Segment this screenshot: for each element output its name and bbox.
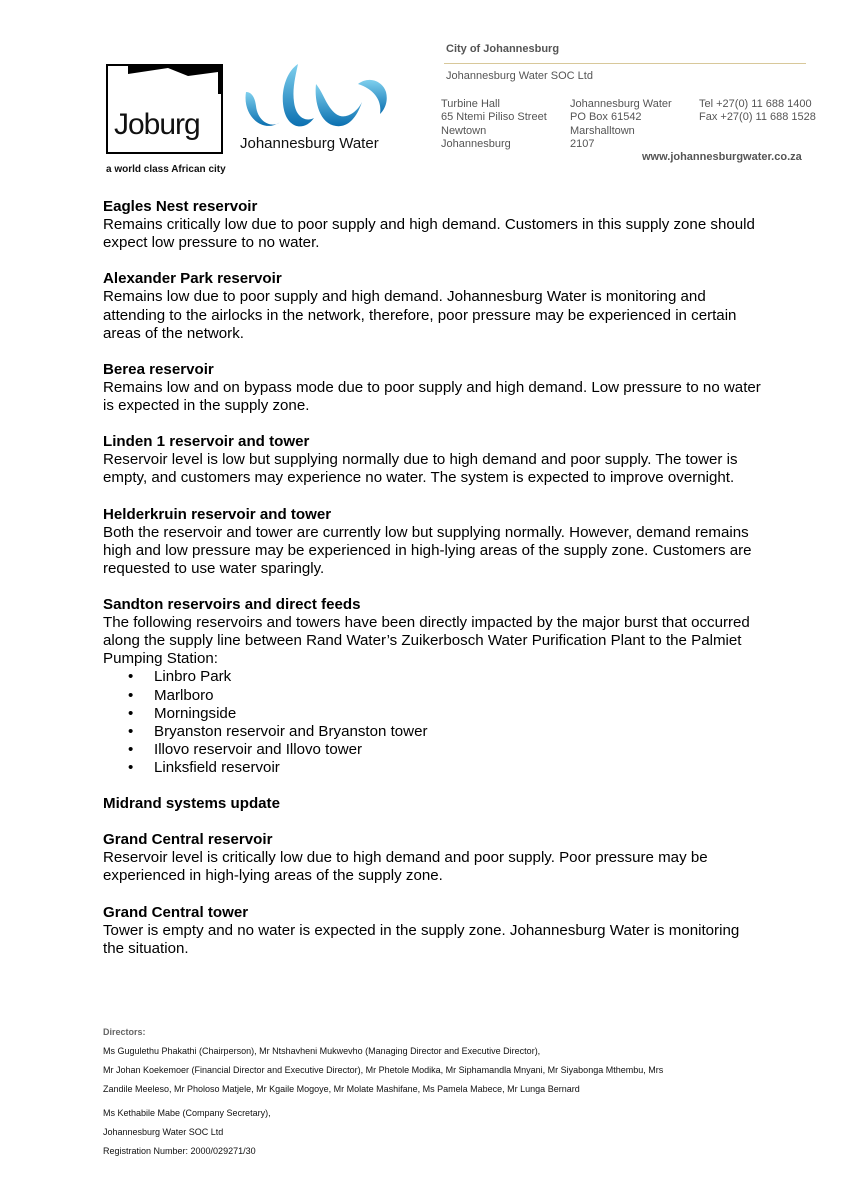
directors-line: Mr Johan Koekemoer (Financial Director and Executive Director), Mr Phetole Modika, Mr Siphamandla Mnyani, Mr Siyabonga Mthembu, Mrs — [103, 1065, 664, 1075]
postal-address — [570, 98, 672, 151]
street-address — [441, 98, 547, 151]
joburg-tagline: a world class African city — [106, 164, 226, 175]
update-body — [103, 198, 763, 976]
section-grand-central-tower — [103, 904, 763, 958]
section-body: Both the reservoir and tower are currently low but supplying normally. However, demand remains high and low pressure may be experienced in high-lying areas of the supply zone. Customers are requested to use water sparingly. — [103, 523, 752, 577]
johannesburg-water-logo-text: Johannesburg Water — [240, 135, 379, 152]
section-linden — [103, 433, 763, 487]
list-item: • Marlboro — [103, 687, 763, 705]
contact-numbers — [699, 98, 816, 125]
list-item: • Linbro Park — [103, 668, 763, 686]
address-line: Johannesburg Water — [570, 98, 672, 110]
directors-line: Zandile Meeleso, Mr Pholoso Matjele, Mr Kgaile Mogoye, Mr Molate Mashifane, Ms Pamela Mabece, Mr Lunga Bernard — [103, 1084, 580, 1094]
joburg-logo-word: Joburg — [114, 108, 200, 141]
section-eagles-nest — [103, 198, 763, 252]
list-item: • Morningside — [103, 705, 763, 723]
section-sandton — [103, 596, 763, 777]
section-title: Midrand systems update — [103, 795, 280, 813]
section-title: Berea reservoir — [103, 360, 214, 378]
address-line: Newtown — [441, 124, 487, 137]
website-link[interactable]: www.johannesburgwater.co.za — [642, 151, 802, 163]
section-body: The following reservoirs and towers have been directly impacted by the major burst that occurred along the supply line between Rand Water’s Zuikerbosch Water Purification Plant to the Palmiet Pumping Station: — [103, 614, 750, 668]
directors-line: Ms Gugulethu Phakathi (Chairperson), Mr Ntshavheni Mukwevho (Managing Director and Executive Director), — [103, 1046, 541, 1056]
section-helderkruin — [103, 506, 763, 578]
address-line: Johannesburg — [441, 137, 511, 150]
list-item: • Bryanston reservoir and Bryanston tower — [103, 723, 763, 741]
address-line: PO Box 61542 — [570, 111, 642, 124]
letterhead-company: Johannesburg Water SOC Ltd — [446, 70, 593, 82]
section-title: Grand Central reservoir — [103, 831, 273, 849]
section-berea — [103, 361, 763, 415]
section-alexander-park — [103, 270, 763, 342]
address-line: Marshalltown — [570, 124, 635, 137]
company-secretary: Ms Kethabile Mabe (Company Secretary), — [103, 1108, 271, 1118]
section-title: Helderkruin reservoir and tower — [103, 505, 332, 523]
johannesburg-water-logo-icon — [240, 62, 390, 136]
affected-sites-list — [103, 668, 763, 777]
list-item: • Illovo reservoir and Illovo tower — [103, 741, 763, 759]
section-body: Tower is empty and no water is expected in the supply zone. Johannesburg Water is monitoring the situation. — [103, 921, 740, 957]
list-item: • Linksfield reservoir — [103, 759, 763, 777]
fax: Fax +27(0) 11 688 1528 — [699, 111, 816, 124]
directors-label: Directors: — [103, 1027, 146, 1037]
address-line: Turbine Hall — [441, 98, 500, 110]
address-line: 65 Ntemi Piliso Street — [441, 111, 547, 124]
telephone: Tel +27(0) 11 688 1400 — [699, 98, 812, 110]
section-grand-central-reservoir — [103, 831, 763, 885]
address-line: 2107 — [570, 137, 595, 150]
company-footer — [103, 1104, 271, 1161]
section-title: Alexander Park reservoir — [103, 270, 282, 288]
section-body: Remains low and on bypass mode due to poor supply and high demand. Low pressure to no water is expected in the supply zone. — [103, 378, 761, 415]
section-body: Remains critically low due to poor supply and high demand. Customers in this supply zone should expect low pressure to no water. — [103, 216, 755, 252]
section-title: Grand Central tower — [103, 903, 249, 921]
joburg-skyline-icon — [128, 64, 223, 94]
directors-footer — [103, 1023, 743, 1099]
section-body: Reservoir level is low but supplying normally due to high demand and poor supply. The tower is empty, and customers may experience no water. The system is expected to improve overnight. — [103, 451, 738, 487]
section-title: Linden 1 reservoir and tower — [103, 433, 310, 451]
company-name: Johannesburg Water SOC Ltd — [103, 1127, 224, 1137]
section-body: Reservoir level is critically low due to high demand and poor supply. Poor pressure may be experienced in high-lying areas of the supply zone. — [103, 849, 708, 885]
section-midrand — [103, 795, 763, 813]
section-title: Sandton reservoirs and direct feeds — [103, 596, 361, 614]
section-body: Remains low due to poor supply and high demand. Johannesburg Water is monitoring and attending to the airlocks in the network, therefore, poor pressure may be experienced in certain areas of the network. — [103, 288, 737, 342]
letterhead-divider — [444, 63, 806, 64]
registration-number: Registration Number: 2000/029271/30 — [103, 1146, 256, 1156]
letterhead-city: City of Johannesburg — [446, 43, 560, 55]
section-title: Eagles Nest reservoir — [103, 198, 258, 215]
